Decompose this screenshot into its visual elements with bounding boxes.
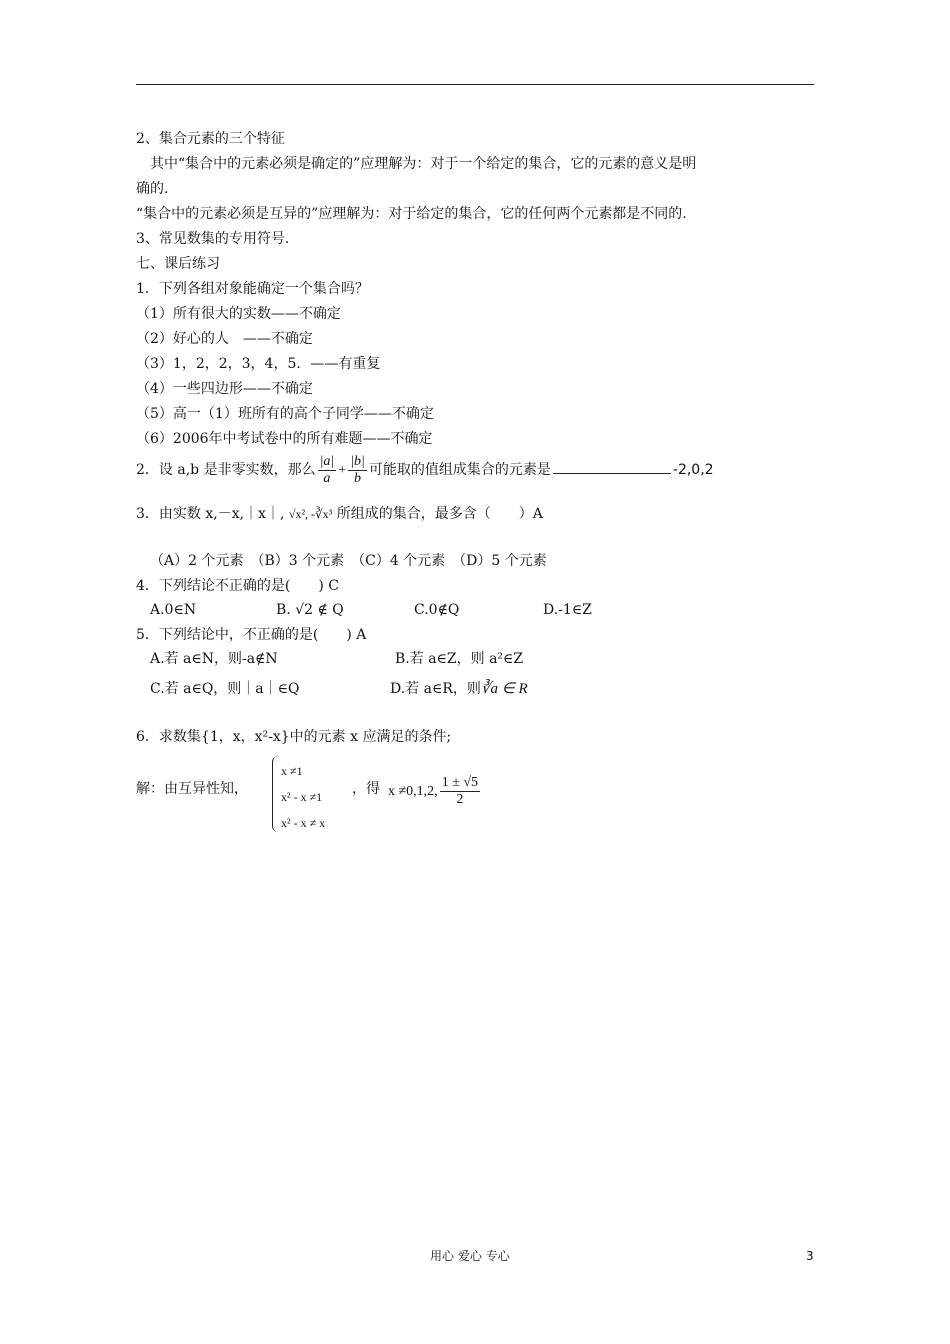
q5-stem: 5．下列结论中，不正确的是( ) A bbox=[136, 627, 367, 643]
q1-item-5: （5）高一（1）班所有的高个子同学——不确定 bbox=[136, 406, 434, 422]
q3-suffix: 所组成的集合，最多含（ ）A bbox=[336, 506, 543, 522]
section2-para1-line2: 确的. bbox=[136, 181, 169, 197]
section7-title: 七、课后练习 bbox=[136, 256, 220, 272]
q1-item-2: （2）好心的人 ——不确定 bbox=[136, 331, 313, 347]
section2-para2: “集合中的元素必须是互异的”应理解为：对于给定的集合，它的任何两个元素都是不同的. bbox=[136, 206, 687, 222]
q2-fraction-a bbox=[318, 454, 337, 487]
q6-condition-3: x² - x ≠ x bbox=[281, 816, 326, 830]
q2-fraction-b bbox=[348, 454, 367, 487]
section2-title: 2、集合元素的三个特征 bbox=[136, 131, 285, 147]
page-number: 3 bbox=[806, 1249, 814, 1263]
q4-option-b: B. √2 ∉ Q bbox=[276, 602, 344, 618]
footer-motto: 用心 爱心 专心 bbox=[430, 1249, 510, 1263]
q5-option-d-prefix: D.若 a∈R，则 bbox=[390, 681, 481, 697]
q6-result-den: 2 bbox=[456, 792, 464, 808]
section2-para1-line1: 其中“集合中的元素必须是确定的”应理解为：对于一个给定的集合，它的元素的意义是明 bbox=[150, 156, 697, 172]
section3-title: 3、常见数集的专用符号. bbox=[136, 231, 290, 247]
q1-item-4: （4）一些四边形——不确定 bbox=[136, 381, 313, 397]
q3-options: （A）2 个元素 （B）3 个元素 （C）4 个元素 （D）5 个元素 bbox=[150, 553, 547, 569]
q6-solution-prefix: 解：由互异性知， bbox=[136, 781, 248, 797]
q3-prefix: 3．由实数 x,－x,｜x｜, bbox=[136, 506, 285, 522]
q5-option-a: A.若 a∈N，则-a∉N bbox=[150, 651, 278, 667]
q1-item-3: （3）1，2，2，3，4，5．——有重复 bbox=[136, 356, 381, 372]
q2 bbox=[136, 452, 714, 489]
q1-item-1: （1）所有很大的实数——不确定 bbox=[136, 306, 341, 322]
q6-result-fraction bbox=[440, 775, 480, 808]
q5-option-d bbox=[390, 680, 528, 698]
q6-condition-2: x² - x ≠1 bbox=[281, 790, 323, 804]
q2-frac1-num: |a| bbox=[319, 453, 335, 469]
q2-frac1-den: a bbox=[323, 470, 331, 486]
q2-plus: + bbox=[338, 463, 347, 478]
q2-answer: -2,0,2 bbox=[672, 462, 714, 478]
q6-condition-1: x ≠1 bbox=[281, 764, 303, 778]
q2-prefix: 2．设 a,b 是非零实数，那么 bbox=[136, 462, 316, 478]
system-brace bbox=[272, 756, 279, 832]
q6-result bbox=[388, 774, 482, 810]
q2-suffix: 可能取的值组成集合的元素是 bbox=[368, 462, 551, 478]
header-rule bbox=[136, 84, 814, 85]
q3-stem bbox=[136, 505, 543, 523]
q4-option-d: D.-1∈Z bbox=[543, 602, 592, 618]
q2-frac2-num: |b| bbox=[350, 453, 365, 469]
q4-stem: 4．下列结论不正确的是( ) C bbox=[136, 578, 339, 594]
q1-stem: 1．下列各组对象能确定一个集合吗？ bbox=[136, 281, 369, 297]
q6-de: ，得 bbox=[352, 781, 380, 797]
q5-option-d-math: ∛a ∈ R bbox=[480, 681, 528, 697]
q4-option-a: A.0∈N bbox=[150, 602, 197, 618]
q1-item-6: （6）2006年中考试卷中的所有难题——不确定 bbox=[136, 431, 433, 447]
q4-option-c: C.0∉Q bbox=[414, 602, 460, 618]
q5-option-b: B.若 a∈Z，则 a²∈Z bbox=[395, 651, 524, 667]
q2-frac2-den: b bbox=[354, 470, 362, 486]
q3-radical-expression: √x², -∛x³ bbox=[288, 507, 333, 521]
q6-result-prefix: x ≠0,1,2, bbox=[388, 784, 438, 799]
q6-result-num: 1 ± √5 bbox=[441, 775, 479, 791]
q5-option-c: C.若 a∈Q，则｜a｜∈Q bbox=[150, 681, 300, 697]
q6-stem: 6．求数集{1，x，x²-x}中的元素 x 应满足的条件; bbox=[136, 729, 452, 745]
q2-answer-blank bbox=[553, 459, 671, 474]
